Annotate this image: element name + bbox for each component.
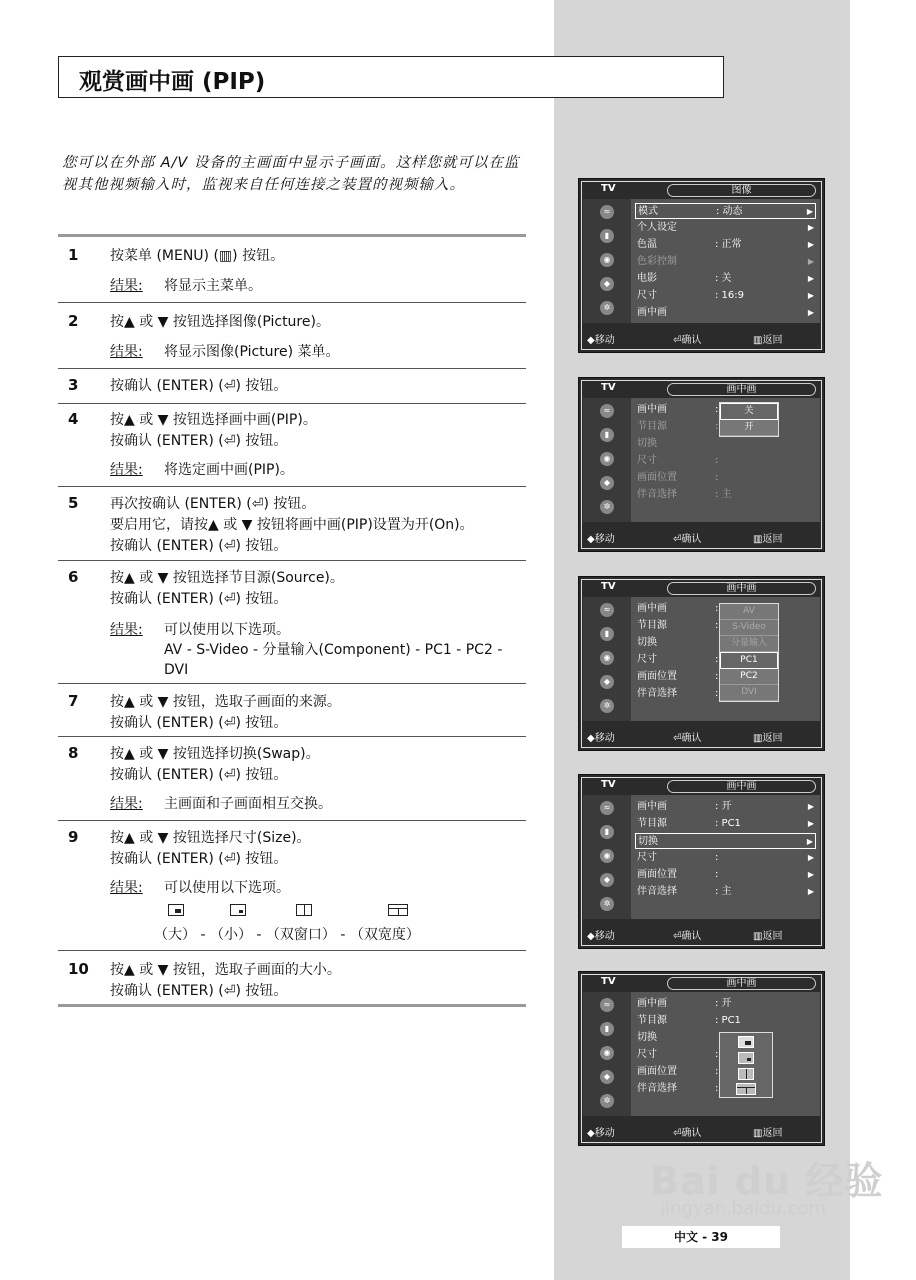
menu-icon-column: [583, 795, 631, 919]
antenna-icon: ≈: [600, 404, 614, 418]
step-number: 3: [68, 376, 79, 394]
divider: [58, 302, 526, 303]
channel-icon: ◆: [600, 873, 614, 887]
size-popup: [719, 1032, 773, 1098]
option-component[interactable]: 分量输入: [720, 636, 778, 652]
setup-icon: ✲: [600, 699, 614, 713]
option-on[interactable]: 开: [720, 420, 778, 436]
setup-icon: ✲: [600, 301, 614, 315]
step-result: 结果: 将显示主菜单。: [110, 278, 262, 294]
menu-row[interactable]: 画中画 ▶: [637, 307, 814, 318]
size-large-icon: [168, 904, 184, 916]
option-av[interactable]: AV: [720, 604, 778, 620]
divider: [58, 950, 526, 951]
sound-icon: ◉: [600, 651, 614, 665]
step-number: 2: [68, 312, 79, 330]
menu-tab: 画中画: [667, 977, 816, 990]
menu-row[interactable]: 画面位置 :: [637, 671, 719, 682]
option-svideo[interactable]: S-Video: [720, 620, 778, 636]
step-1: [58, 246, 526, 296]
menu-row[interactable]: 个人设定 ▶: [637, 222, 814, 233]
menu-row[interactable]: 画面位置 :: [637, 472, 719, 483]
step-result: 结果: 可以使用以下选项。: [110, 880, 290, 896]
page-title-box: [58, 56, 724, 98]
menu-row[interactable]: 画面位置 :: [637, 1066, 719, 1077]
menu-icon-column: [583, 398, 631, 522]
size-options-text: （大） - （小） - （双窗口） - （双宽度）: [154, 927, 420, 943]
step-number: 1: [68, 246, 79, 264]
step-number: 4: [68, 410, 79, 428]
picture-icon: ▮: [600, 229, 614, 243]
watermark-url: jingyan.baidu.com: [660, 1198, 827, 1219]
size-double-wide-icon: [388, 904, 408, 916]
step-text: 按▲ 或 ▼ 按钮选择尺寸(Size)。 按确认 (ENTER) (⏎) 按钮。: [110, 830, 311, 867]
menu-row[interactable]: 切换: [637, 438, 657, 449]
tv-menu-pip-onoff: TV 画中画 ≈ ▮ ◉ ◆ ✲ 画中画 : 节目源 : 切换 尺寸 : 画面位置 : 伴音选择 : 主 关 开 ◆移动 ⏎确认 ▥返回: [578, 377, 825, 552]
menu-row[interactable]: 尺寸 : ▶: [637, 852, 814, 863]
sound-icon: ◉: [600, 1046, 614, 1060]
divider: [58, 820, 526, 821]
sound-icon: ◉: [600, 452, 614, 466]
menu-row[interactable]: 画中画 :: [637, 603, 719, 614]
tv-menu-picture: TV 图像 ≈ ▮ ◉ ◆ ✲ 模式 : 动态 ▶ 个人设定 ▶ 色温 : 正常 ▶ 色彩控制 ▶ 电影 : 关 ▶ 尺寸 : 16:9 ▶ 画中画 ▶ ◆移动 ⏎确认 ▥返回: [578, 178, 825, 353]
tv-menu-pip-size: TV 画中画 ≈ ▮ ◉ ◆ ✲ 画中画 : 开 节目源 : PC1 切换 尺寸 : 画面位置 : 伴音选择 : ◆移动 ⏎确认 ▥返回: [578, 971, 825, 1146]
antenna-icon: ≈: [600, 801, 614, 815]
menu-tab: 图像: [667, 184, 816, 197]
menu-row[interactable]: 节目源 :: [637, 421, 719, 432]
tv-menu-pip-swap: TV 画中画 ≈ ▮ ◉ ◆ ✲ 画中画 : 开 ▶ 节目源 : PC1 ▶ 切换 ▶ 尺寸 : ▶ 画面位置 : ▶ 伴音选择 : 主 ▶ ◆移动 ⏎确认 ▥返回: [578, 774, 825, 949]
setup-icon: ✲: [600, 1094, 614, 1108]
step-number: 7: [68, 692, 79, 710]
step-8: [58, 744, 526, 820]
divider: [58, 486, 526, 487]
step-number: 10: [68, 960, 89, 978]
channel-icon: ◆: [600, 1070, 614, 1084]
picture-icon: ▮: [600, 627, 614, 641]
page-title: 观赏画中画 (PIP): [79, 69, 266, 95]
menu-tab: 画中画: [667, 383, 816, 396]
step-10: [58, 960, 526, 1004]
step-text: 按▲ 或 ▼ 按钮选择切换(Swap)。 按确认 (ENTER) (⏎) 按钮。: [110, 746, 320, 783]
step-result: 结果: 将选定画中画(PIP)。: [110, 462, 294, 478]
step-4: [58, 410, 526, 482]
step-text: 按确认 (ENTER) (⏎) 按钮。: [110, 378, 288, 394]
step-number: 5: [68, 494, 79, 512]
source-popup: [719, 603, 779, 702]
menu-row[interactable]: 尺寸 :: [637, 1049, 719, 1060]
step-7: [58, 692, 526, 738]
menu-tab: 画中画: [667, 780, 816, 793]
menu-footer: ◆移动 ⏎确认 ▥返回: [587, 931, 783, 942]
menu-row[interactable]: 色彩控制 ▶: [637, 256, 814, 267]
step-5: [58, 494, 526, 560]
size-double-wide-icon[interactable]: [736, 1083, 756, 1095]
size-small-icon[interactable]: [738, 1052, 754, 1064]
step-text: 按▲ 或 ▼ 按钮选择画中画(PIP)。 按确认 (ENTER) (⏎) 按钮。: [110, 412, 317, 449]
menu-row[interactable]: 画中画 : 开: [637, 998, 732, 1009]
step-text: 按▲ 或 ▼ 按钮，选取子画面的大小。 按确认 (ENTER) (⏎) 按钮。: [110, 962, 341, 999]
step-3: [58, 376, 526, 400]
picture-icon: ▮: [600, 825, 614, 839]
menu-row[interactable]: 节目源 :: [637, 620, 719, 631]
page-number: 中文 - 39: [622, 1226, 780, 1248]
channel-icon: ◆: [600, 476, 614, 490]
menu-footer: ◆移动 ⏎确认 ▥返回: [587, 733, 783, 744]
menu-row[interactable]: 电影 : 关 ▶: [637, 273, 814, 284]
picture-icon: ▮: [600, 428, 614, 442]
menu-row[interactable]: 节目源 : PC1: [637, 1015, 741, 1026]
divider: [58, 736, 526, 737]
step-number: 8: [68, 744, 79, 762]
menu-icon-column: [583, 199, 631, 323]
menu-row[interactable]: 节目源 : PC1 ▶: [637, 818, 814, 829]
step-result: 结果: 主画面和子画面相互交换。: [110, 796, 332, 812]
size-options: [110, 904, 526, 948]
menu-row[interactable]: 尺寸 :: [637, 455, 719, 466]
divider: [58, 368, 526, 369]
option-off[interactable]: 关: [720, 403, 778, 420]
menu-row[interactable]: 色温 : 正常 ▶: [637, 239, 814, 250]
step-number: 6: [68, 568, 79, 586]
menu-footer: ◆移动 ⏎确认 ▥返回: [587, 1128, 783, 1139]
antenna-icon: ≈: [600, 998, 614, 1012]
step-text: 按▲ 或 ▼ 按钮选择图像(Picture)。: [110, 314, 330, 330]
menu-icon-column: [583, 992, 631, 1116]
menu-icon-column: [583, 597, 631, 721]
step-result: 结果: 将显示图像(Picture) 菜单。: [110, 344, 340, 360]
picture-icon: ▮: [600, 1022, 614, 1036]
setup-icon: ✲: [600, 500, 614, 514]
step-result: 结果: 可以使用以下选项。 AV - S-Video - 分量输入(Component) - PC1 - PC2 - DVI: [110, 622, 503, 678]
sound-icon: ◉: [600, 849, 614, 863]
step-9: [58, 828, 526, 948]
intro-paragraph: 您可以在外部 A/V 设备的主画面中显示子画面。这样您就可以在监视其他视频输入时，监视来自任何连接之装置的视频输入。: [62, 155, 520, 193]
divider: [58, 403, 526, 404]
step-text: 按▲ 或 ▼ 按钮选择节目源(Source)。 按确认 (ENTER) (⏎) 按钮。: [110, 570, 344, 607]
menu-row[interactable]: 画面位置 : ▶: [637, 869, 814, 880]
size-double-window-icon[interactable]: [738, 1068, 754, 1080]
menu-row[interactable]: 画中画 : 开 ▶: [637, 801, 814, 812]
option-pc1[interactable]: PC1: [720, 652, 778, 669]
size-large-icon[interactable]: [738, 1036, 754, 1048]
menu-row[interactable]: 尺寸 : 16:9 ▶: [637, 290, 814, 301]
size-small-icon: [230, 904, 246, 916]
menu-row[interactable]: 切换: [637, 1032, 657, 1043]
size-double-window-icon: [296, 904, 312, 916]
menu-row[interactable]: 画中画 :: [637, 404, 719, 415]
step-6: [58, 568, 526, 680]
menu-footer: ◆移动 ⏎确认 ▥返回: [587, 534, 783, 545]
step-2: [58, 312, 526, 362]
menu-row[interactable]: 伴音选择 : 主: [637, 489, 732, 500]
menu-row[interactable]: 切换 ▶: [635, 833, 816, 849]
step-text: 按▲ 或 ▼ 按钮，选取子画面的来源。 按确认 (ENTER) (⏎) 按钮。: [110, 694, 341, 731]
menu-row[interactable]: 伴音选择 :: [637, 688, 719, 699]
menu-tab: 画中画: [667, 582, 816, 595]
menu-row[interactable]: 尺寸 :: [637, 654, 719, 665]
divider: [58, 683, 526, 684]
divider: [58, 1004, 526, 1007]
step-number: 9: [68, 828, 79, 846]
setup-icon: ✲: [600, 897, 614, 911]
menu-row[interactable]: 伴音选择 : 主 ▶: [637, 886, 814, 897]
step-text: 按菜单 (MENU) (▥) 按钮。: [110, 248, 285, 264]
channel-icon: ◆: [600, 277, 614, 291]
option-dvi[interactable]: DVI: [720, 685, 778, 701]
channel-icon: ◆: [600, 675, 614, 689]
option-pc2[interactable]: PC2: [720, 669, 778, 685]
menu-row[interactable]: 切换: [637, 637, 657, 648]
tv-menu-pip-source: TV 画中画 ≈ ▮ ◉ ◆ ✲ 画中画 : 节目源 : 切换 尺寸 : 画面位置 : 伴音选择 : AV S-Video 分量输入 PC1 PC2 DVI ◆移动 ⏎确认 ▥返回: [578, 576, 825, 751]
divider: [58, 560, 526, 561]
step-text: 再次按确认 (ENTER) (⏎) 按钮。 要启用它，请按▲ 或 ▼ 按钮将画中画(PIP)设置为开(On)。 按确认 (ENTER) (⏎) 按钮。: [110, 496, 474, 554]
menu-footer: ◆移动 ⏎确认 ▥返回: [587, 335, 783, 346]
antenna-icon: ≈: [600, 205, 614, 219]
antenna-icon: ≈: [600, 603, 614, 617]
watermark: Bai du 经验: [650, 1159, 884, 1203]
sound-icon: ◉: [600, 253, 614, 267]
menu-row[interactable]: 模式 : 动态 ▶: [635, 203, 816, 219]
divider: [58, 234, 526, 237]
pip-onoff-popup: [719, 402, 779, 437]
menu-row[interactable]: 伴音选择 :: [637, 1083, 719, 1094]
